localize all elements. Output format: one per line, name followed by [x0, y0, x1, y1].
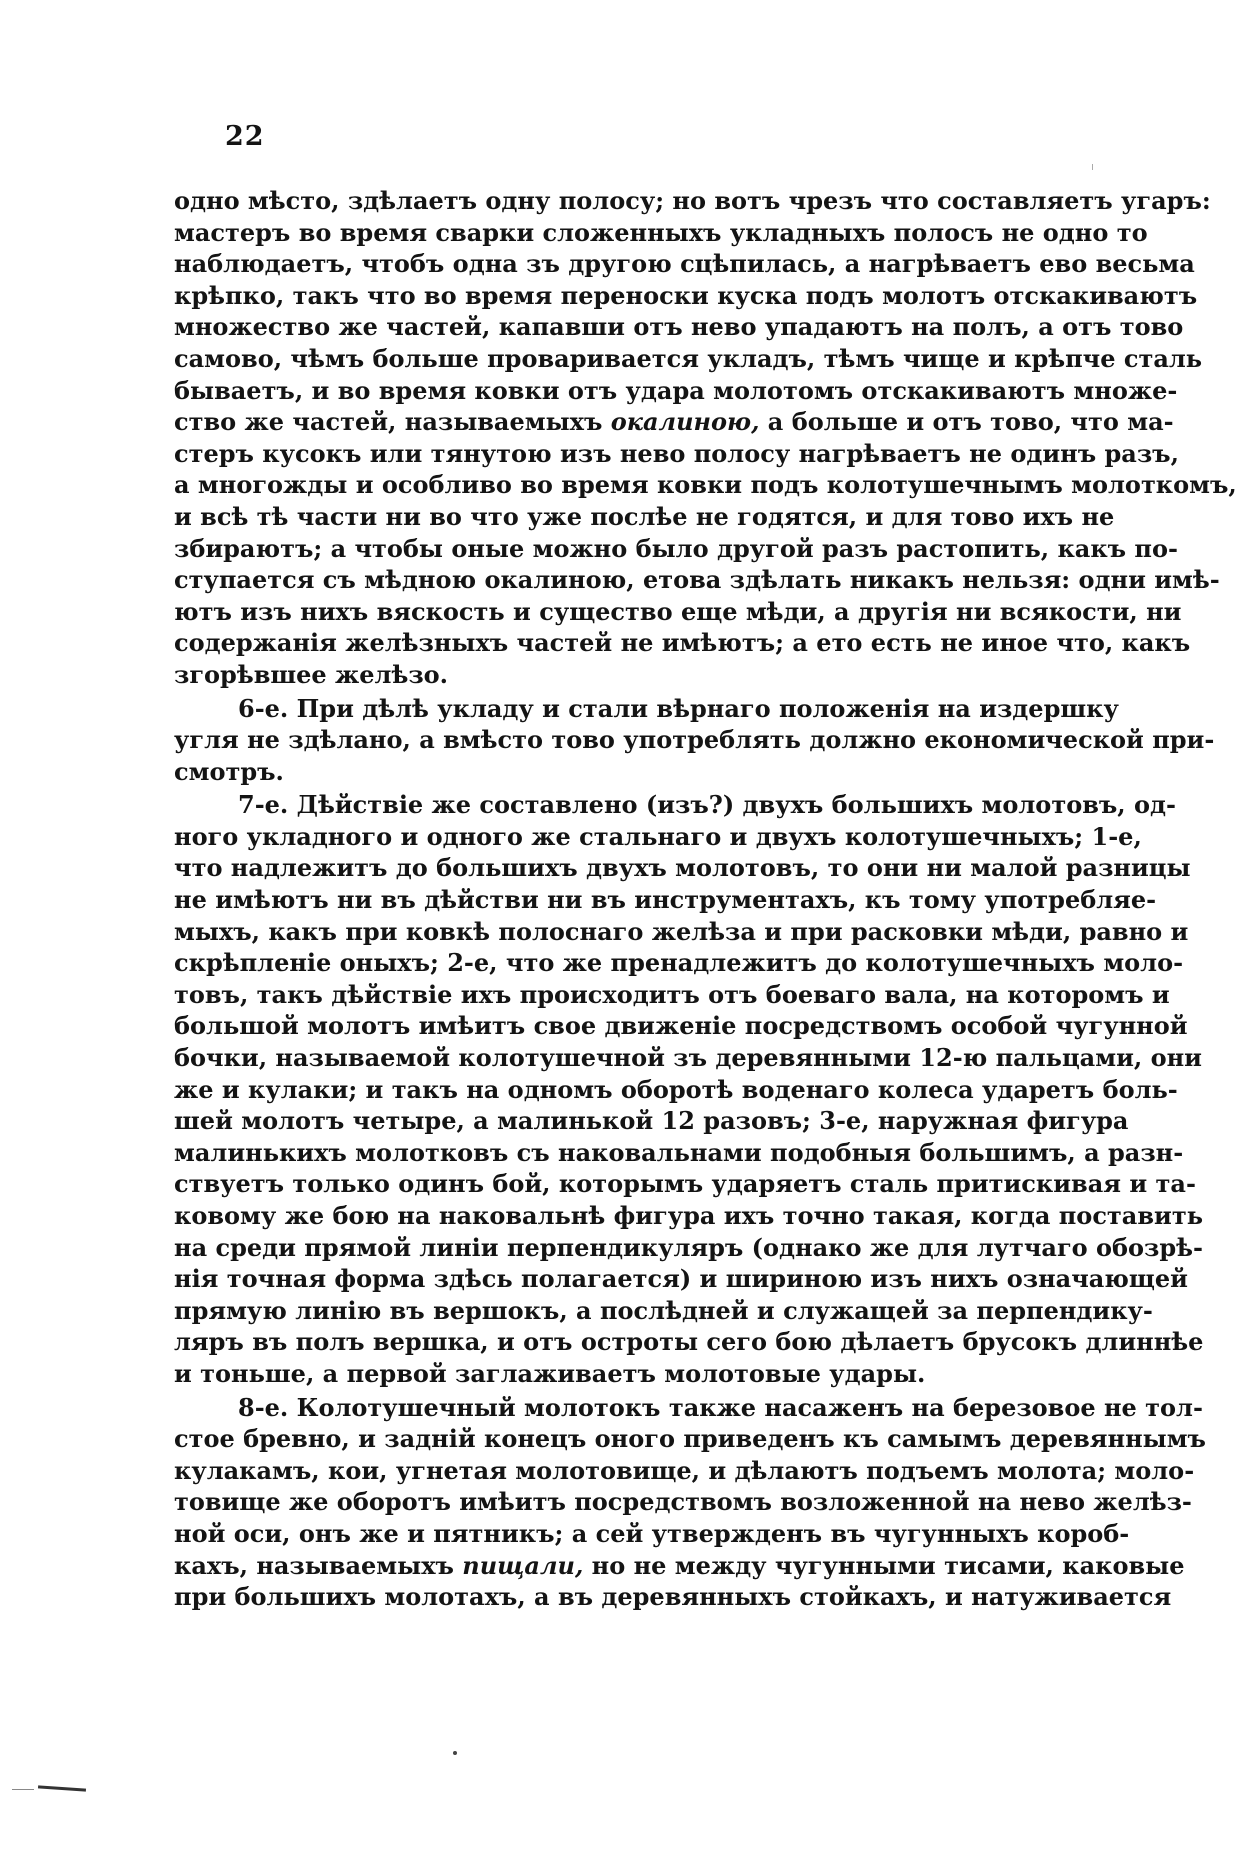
text-line: бочки, называемой колотушечной зъ деревянными 12-ю пальцами, они — [174, 1043, 1202, 1073]
body-text — [174, 185, 1237, 1613]
text-line — [174, 1550, 1185, 1582]
text-line: збираютъ; а чтобы оные можно было другой разъ растопить, какъ по- — [174, 533, 1178, 563]
page-number: 22 — [225, 121, 265, 152]
text-line: нія точная форма здѣсь полагается) и шириною изъ нихъ означающей — [174, 1264, 1188, 1294]
text-line: малинькихъ молотковъ съ наковальнами подобныя большимъ, а разн- — [174, 1137, 1184, 1167]
text-line: мастеръ во время сварки сложенныхъ укладныхъ полосъ не одно то — [174, 217, 1148, 247]
text-line: ступается съ мѣдною окалиною, етова здѣлать никакъ нельзя: одни имѣ- — [174, 565, 1220, 595]
text-line: згорѣвшее желѣзо. — [174, 659, 449, 689]
text-line: содержанія желѣзныхъ частей не имѣютъ; а ето есть не иное что, какъ — [174, 628, 1191, 658]
text-line: товище же оборотъ имѣитъ посредствомъ возложенной на нево желѣз- — [174, 1487, 1192, 1517]
text-line: ляръ въ полъ вершка, и отъ остроты сего бою дѣлаетъ брусокъ длиннѣе — [174, 1327, 1204, 1357]
text-line: ной оси, онъ же и пятникъ; а сей утвержденъ въ чугунныхъ короб- — [174, 1518, 1130, 1548]
text-line: не имѣютъ ни въ дѣйстви ни въ инструментахъ, къ тому употребляе- — [174, 885, 1157, 915]
text-line: при большихъ молотахъ, а въ деревянныхъ стойкахъ, и натуживается — [174, 1582, 1172, 1612]
text-line: самово, чѣмъ больше проваривается укладъ, тѣмъ чище и крѣпче сталь — [174, 343, 1203, 373]
text-line: угля не здѣлано, а вмѣсто тово употреблять должно економической при- — [174, 725, 1215, 755]
text-line: наблюдаетъ, чтобъ одна зъ другою сцѣпилась, а нагрѣваетъ ево весьма — [174, 249, 1195, 279]
text-line: кулакамъ, кои, угнетая молотовище, и дѣлаютъ подъемъ молота; моло- — [174, 1455, 1195, 1485]
margin-tick — [1092, 164, 1093, 170]
text-line: мыхъ, какъ при ковкѣ полоснаго желѣза и при расковки мѣди, равно и — [174, 916, 1189, 946]
text-segment: но не между чугунными тисами, каковые — [583, 1550, 1185, 1580]
scan-mark — [38, 1785, 86, 1791]
text-segment: а больше и отъ тово, что ма- — [759, 407, 1174, 437]
text-line: ютъ изъ нихъ вяскость и существо еще мѣди, а другія ни всякости, ни — [174, 596, 1182, 626]
text-segment: кахъ, называемыхъ — [174, 1550, 463, 1580]
text-line — [174, 406, 1174, 438]
text-line: ного укладного и одного же стальнаго и двухъ колотушечныхъ; 1-е, — [174, 821, 1142, 851]
italic-term: окалиною, — [610, 407, 760, 437]
paragraph-start-line: 6-е. При дѣлѣ укладу и стали вѣрнаго положенія на издершку — [238, 693, 1119, 723]
text-line: и тоньше, а первой заглаживаетъ молотовые удары. — [174, 1358, 926, 1388]
text-line: прямую линію въ вершокъ, а послѣдней и служащей за перпендику- — [174, 1295, 1153, 1325]
text-segment: ство же частей, называемыхъ — [174, 407, 611, 437]
scan-mark-faint — [12, 1789, 34, 1790]
text-line: ствуетъ только одинъ бой, которымъ ударяетъ сталь притискивая и та- — [174, 1169, 1196, 1199]
text-line: что надлежитъ до большихъ двухъ молотовъ, то они ни малой разницы — [174, 853, 1191, 883]
scan-dot — [453, 1751, 457, 1755]
italic-term: пищали, — [462, 1550, 584, 1580]
text-line: на среди прямой линіи перпендикуляръ (однако же для лутчаго обозрѣ- — [174, 1232, 1203, 1262]
text-line: одно мѣсто, здѣлаетъ одну полосу; но вотъ чрезъ что составляетъ угаръ: — [174, 186, 1211, 215]
text-line: большой молотъ имѣитъ свое движеніе посредствомъ особой чугунной — [174, 1011, 1188, 1041]
paragraph-start-line: 7-е. Дѣйствіе же составлено (изъ?) двухъ большихъ молотовъ, од- — [238, 790, 1176, 820]
text-line: и всѣ тѣ части ни во что уже послѣе не годятся, и для тово ихъ не — [174, 501, 1115, 531]
text-line: множество же частей, капавши отъ нево упадаютъ на полъ, а отъ тово — [174, 312, 1184, 342]
text-line: стеръ кусокъ или тянутою изъ нево полосу нагрѣваетъ не одинъ разъ, — [174, 438, 1179, 468]
paragraph-start-line: 8-е. Колотушечный молотокъ также насаженъ на березовое не тол- — [238, 1392, 1203, 1422]
text-line: а многожды и особливо во время ковки подъ колотушечнымъ молоткомъ, — [174, 470, 1237, 500]
text-line: крѣпко, такъ что во время переноски куска подъ молотъ отскакиваютъ — [174, 280, 1198, 310]
text-line: скрѣпленіе оныхъ; 2-е, что же пренадлежитъ до колотушечныхъ моло- — [174, 948, 1184, 978]
text-line: ковому же бою на наковальнѣ фигура ихъ точно такая, когда поставить — [174, 1201, 1203, 1230]
text-line: стое бревно, и задній конецъ оного приведенъ къ самымъ деревяннымъ — [174, 1424, 1206, 1454]
text-line: же и кулаки; и такъ на одномъ оборотѣ воденаго колеса ударетъ боль- — [174, 1074, 1178, 1104]
text-line: шей молотъ четыре, а малинькой 12 разовъ; 3-е, наружная фигура — [174, 1106, 1129, 1136]
text-line: смотръ. — [174, 756, 284, 786]
text-line: бываетъ, и во время ковки отъ удара молотомъ отскакиваютъ множе- — [174, 375, 1178, 405]
text-line: товъ, такъ дѣйствіе ихъ происходитъ отъ боеваго вала, на которомъ и — [174, 979, 1170, 1009]
